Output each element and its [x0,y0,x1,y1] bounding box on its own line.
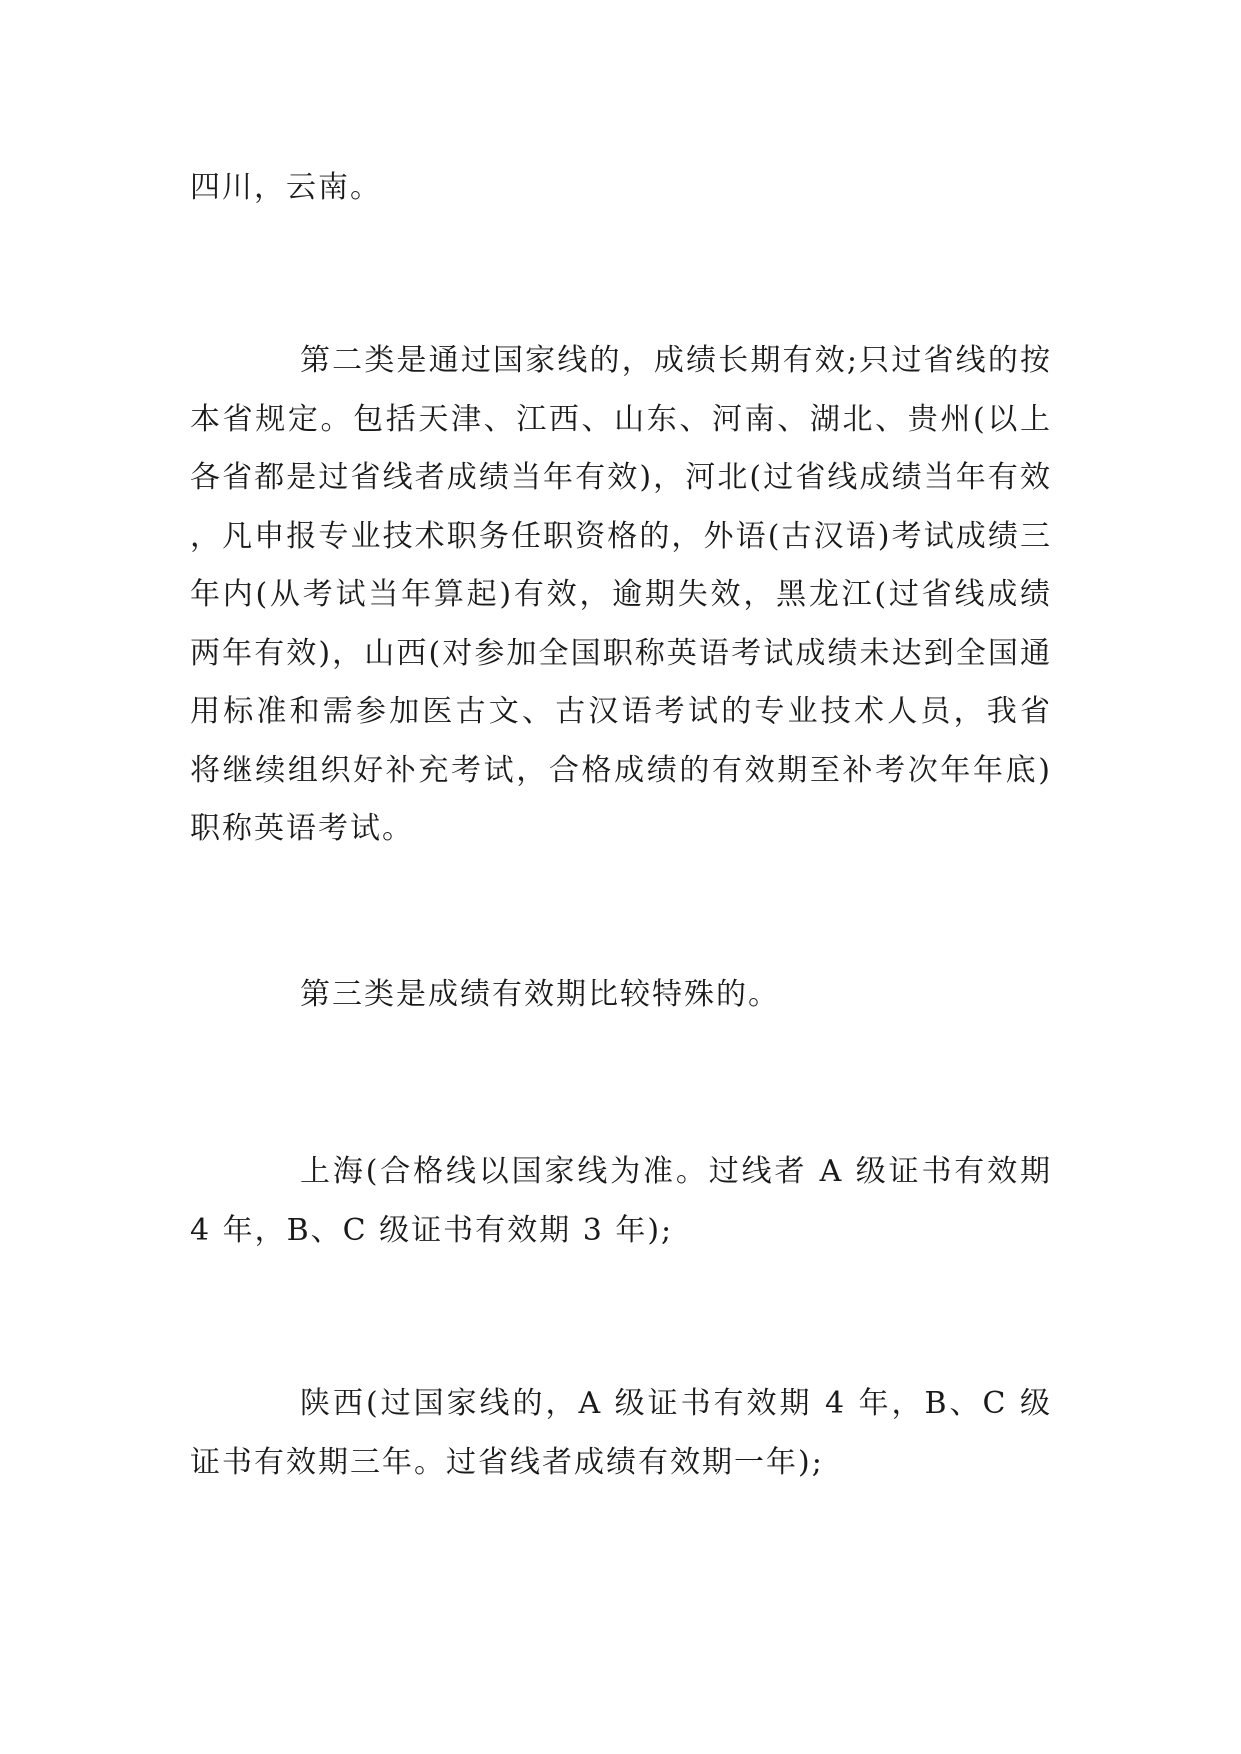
paragraph-category-three: 第三类是成绩有效期比较特殊的。 [300,977,780,1012]
paragraph-shanghai: 上海(合格线以国家线为准。过线者 A 级证书有效期 4 年，B、C 级证书有效期 3 年); [190,1154,1052,1248]
paragraph-category-two: 第二类是通过国家线的，成绩长期有效;只过省线的按本省规定。包括天津、江西、山东、河南、湖北、贵州(以上各省都是过省线者成绩当年有效)，河北(过省线成绩当年有效，凡申报专业技术职务任职资格的，外语(古汉语)考试成绩三年内(从考试当年算起)有效，逾期失效，黑龙江(过省线成绩两年有效)，山西(对参加全国职称英语考试成绩未达到全国通用标准和需参加医古文、古汉语考试的专业技术人员，我省将继续组织好补充考试，合格成绩的有效期至补考次年年底)职称英语考试。 [190,343,1052,846]
paragraph-shaanxi: 陕西(过国家线的，A 级证书有效期 4 年，B、C 级证书有效期三年。过省线者成绩有效期一年); [190,1386,1052,1480]
paragraph-provinces-end: 四川，云南。 [190,170,382,205]
